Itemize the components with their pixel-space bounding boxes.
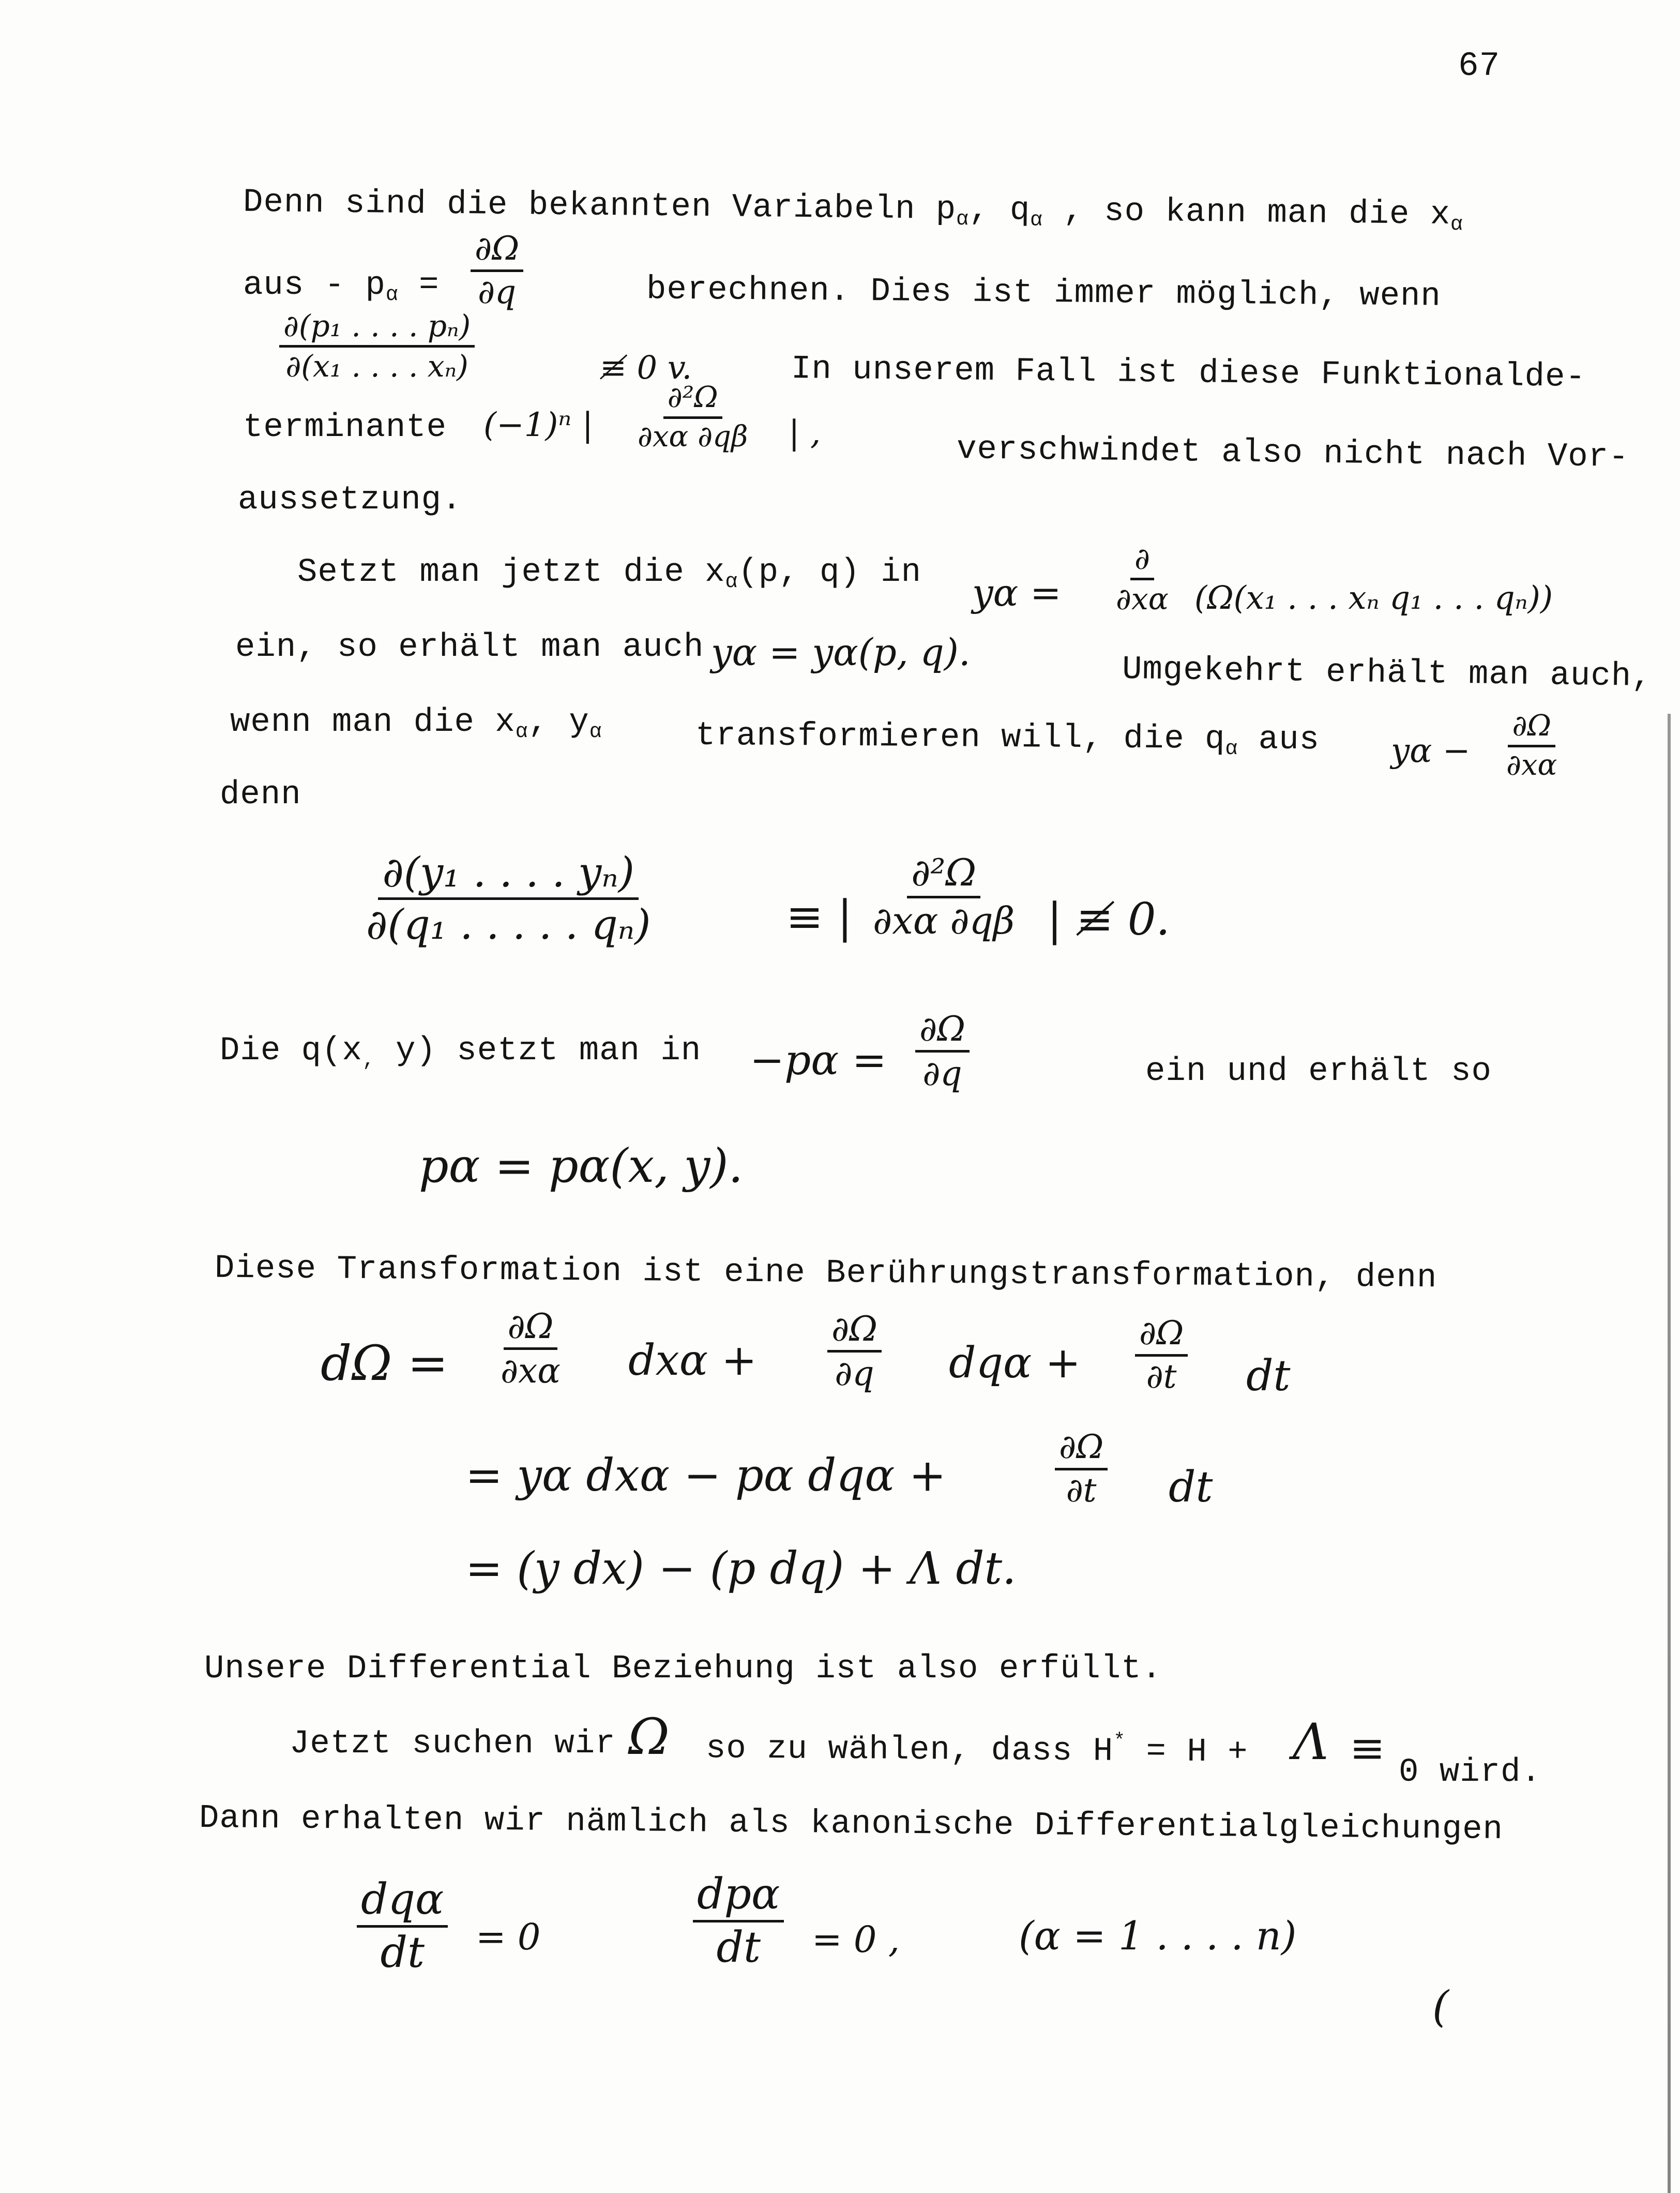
handwritten-equiv-bar: ≡ | xyxy=(786,891,853,943)
handwritten-p-result: pα = pα(x, y). xyxy=(419,1139,744,1193)
handwritten-neq-zero-large: | ≢ 0. xyxy=(1047,894,1170,945)
handwritten-y-function: yα = yα(p, q). xyxy=(711,630,971,674)
handwritten-equiv: ≡ xyxy=(1350,1724,1385,1773)
handwritten-y-minus: yα − xyxy=(1391,732,1471,770)
text-line: Diese Transformation ist eine Berührungstransformation, denn xyxy=(214,1250,1437,1297)
text-line: ein und erhält so xyxy=(1145,1053,1492,1090)
handwritten-fraction-dOmega-dx: $\frac{\partial\Omega}{\partial x\alpha}$ xyxy=(1506,709,1557,782)
handwritten-dq-dt: dqα dt xyxy=(357,1877,448,1975)
text-line: ein, so erhält man auch xyxy=(235,629,704,666)
text-line: terminante xyxy=(243,409,447,446)
handwritten-line-3: = (y dx) − (p dq) + Λ dt. xyxy=(465,1543,1017,1595)
handwritten-big-jacobian: $\frac{\text{∂(y₁ . . . . yₙ)}}{\text{∂(q₁ . . . . . qₙ)}}$ xyxy=(366,848,651,949)
text-line: denn xyxy=(220,776,301,814)
text-line: Unsere Differential Beziehung ist also erfüllt. xyxy=(204,1650,1162,1688)
handwritten-fraction-dOmega-dq-2: $\frac{\partial\Omega}{\partial q}$ xyxy=(915,1011,970,1092)
page-edge-shadow xyxy=(1668,714,1671,2193)
text-line: Denn sind die bekannten Variabeln $p_\alpha$, $q_\alpha$ , so kann man die $x_\alpha$ xyxy=(243,184,1464,236)
text-line: wenn man die $x_\alpha$, $y_\alpha$ xyxy=(230,704,602,743)
handwritten-dt: dt xyxy=(1246,1351,1291,1401)
handwritten-abs-bar: | , xyxy=(789,414,821,452)
text-line: so zu wählen, dass H* = H + xyxy=(705,1729,1248,1771)
handwritten-second-derivative: $\frac{\text{∂²Ω}}{\partial x\alpha \partial q\beta}$ xyxy=(638,381,748,454)
handwritten-second-derivative-large: $\frac{\text{∂²Ω}}{\partial x\alpha \partial q\beta}$ xyxy=(873,851,1015,942)
handwritten-fraction-dOmega-dt-2: $\frac{\partial\Omega}{\partial t}$ xyxy=(1055,1430,1108,1508)
handwritten-omega: Ω xyxy=(628,1708,670,1766)
text-line: transformieren will, die $q_\alpha$ aus xyxy=(695,717,1320,761)
handwritten-sign-factor: (−1)ⁿ | xyxy=(483,406,594,444)
text-line: berechnen. Dies ist immer möglich, wenn xyxy=(646,271,1442,316)
handwritten-fraction-dOmega-dx-2: $\frac{\partial\Omega}{\partial x\alpha}$ xyxy=(501,1306,561,1391)
handwritten-dx-plus: dxα + xyxy=(628,1336,757,1385)
handwritten-partial-dx: ∂ ∂xα xyxy=(1116,541,1169,617)
handwritten-eq-zero: = 0 xyxy=(476,1916,541,1958)
handwritten-minus-p: −pα = xyxy=(750,1036,887,1084)
handwritten-fraction-dOmega-dq: $\frac{\partial\Omega}{\partial q}$ xyxy=(471,232,523,310)
text-line: aussetzung. xyxy=(238,482,462,519)
handwritten-eq-zero-comma: = 0 , xyxy=(812,1918,900,1961)
handwritten-index-range: (α = 1 . . . . n) xyxy=(1019,1913,1297,1959)
text-line: Jetzt suchen wir xyxy=(290,1725,616,1763)
handwritten-omega-args: (Ω(x₁ . . . xₙ q₁ . . . qₙ)) xyxy=(1194,579,1553,617)
handwritten-dt-2: dt xyxy=(1169,1463,1213,1512)
text-line: verschwindet also nicht nach Vor- xyxy=(956,431,1629,476)
text-line: Die $q(x_,$ y) setzt man in xyxy=(220,1032,702,1072)
text-line: Dann erhalten wir nämlich als kanonische Differentialgleichungen xyxy=(199,1799,1504,1849)
handwritten-line-2: = yα dxα − pα dqα + xyxy=(465,1450,946,1501)
text-line: In unserem Fall ist diese Funktionalde- xyxy=(791,350,1586,397)
text-line: 0 wird. xyxy=(1399,1754,1541,1791)
handwritten-fraction-dOmega-dq-3: $\frac{\partial\Omega}{\partial q}$ xyxy=(827,1311,882,1392)
text-line: aus - $p_\alpha$ = xyxy=(243,267,440,306)
handwritten-dOmega-lhs: dΩ = xyxy=(321,1335,448,1392)
handwritten-y-alpha-eq: yα = xyxy=(972,571,1062,614)
handwritten-jacobian: $\frac{\text{∂(p₁ . . . . pₙ)}}{\text{∂(x₁ . . . . xₙ)}}$ xyxy=(279,310,475,382)
handwritten-dq-plus: dqα + xyxy=(949,1339,1081,1388)
handwritten-fraction-dOmega-dt: $\frac{\partial\Omega}{\partial t}$ xyxy=(1135,1316,1188,1394)
text-line: Umgekehrt erhält man auch, xyxy=(1122,651,1653,696)
handwritten-lambda: Λ xyxy=(1293,1713,1329,1771)
handwritten-neq-zero: ≢ 0 v. xyxy=(600,349,692,386)
text-line: Setzt man jetzt die $x_\alpha(p$, q) in xyxy=(297,554,921,593)
handwritten-dp-dt: dpα dt xyxy=(693,1872,784,1970)
handwritten-margin-mark: ( xyxy=(1432,1982,1449,2032)
page-number: 67 xyxy=(1458,47,1501,85)
